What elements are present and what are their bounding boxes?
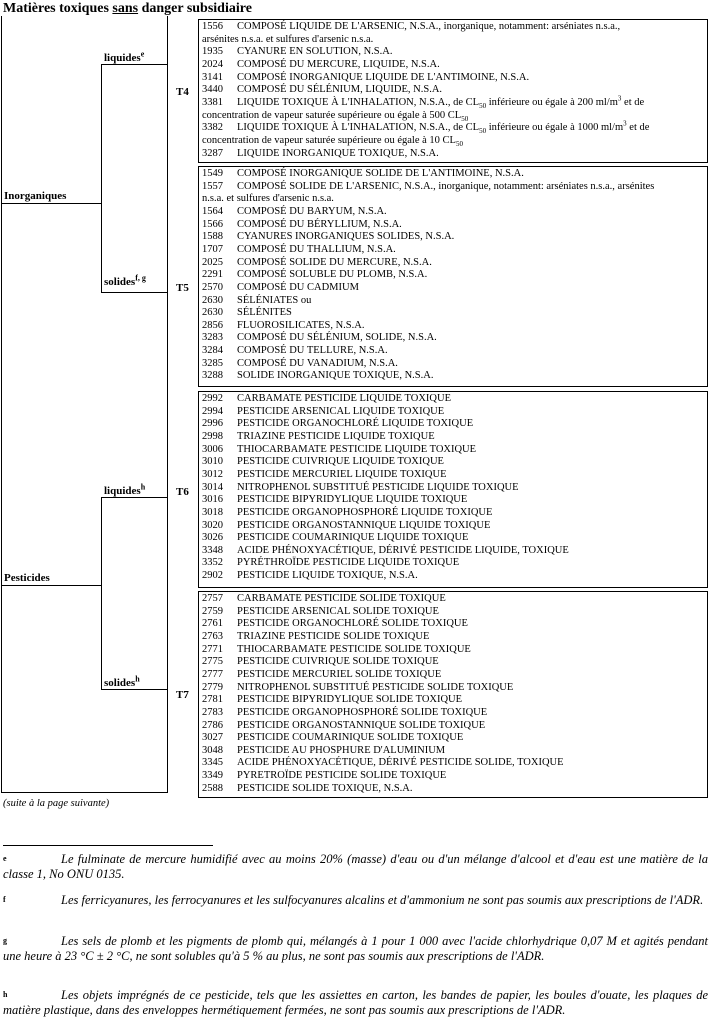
continued-note: (suite à la page suivante) [3,798,110,809]
table-row [202,618,468,631]
substance-name: PESTICIDE BIPYRIDYLIQUE SOLIDE TOXIQUE [237,694,463,706]
table-row [202,631,429,644]
table-row [202,570,418,583]
substance-name: COMPOSÉ SOLIDE DU MERCURE, N.S.A. [237,256,432,268]
un-number: 2630 [202,307,223,319]
table-row [202,507,492,520]
table-row [202,682,513,695]
label-liquides-e: liquides$^e$ [104,49,145,64]
table-row [202,307,292,320]
label-liquides-h: liquides$^h$ [104,482,146,497]
tree-inorg-vertical [101,64,102,293]
un-number: 2781 [202,694,223,706]
table-row [202,469,447,482]
substance-name: THIOCARBAMATE PESTICIDE SOLIDE TOXIQUE [237,643,471,655]
substance-name: PESTICIDE ARSENICAL LIQUIDE TOXIQUE [237,405,445,417]
table-row [202,593,446,606]
table-row [202,181,654,194]
table-row [202,745,445,758]
substance-name: FLUOROSILICATES, N.S.A. [237,319,365,331]
un-number: 3016 [202,494,223,506]
group-box-t7 [198,591,708,798]
substance-name: LIQUIDE TOXIQUE À L'INHALATION, N.S.A., de $CL_{50}$ inférieure ou égale à 1000 $ml/m^3$ et de [237,119,650,136]
un-number: 3141 [202,71,223,83]
substance-name: SÉLÉNIATES ou [237,294,312,306]
substance-name: PESTICIDE ORGANOPHOSPHORÉ SOLIDE TOXIQUE [237,706,488,718]
un-number: 2771 [202,643,223,655]
label-solides-fg: solides$^{f, g}$ [104,273,146,288]
substance-name: COMPOSÉ DU BARYUM, N.S.A. [237,205,387,217]
tree-branch-inorganiques [1,203,102,204]
table-row [202,206,387,219]
table-row [202,720,485,733]
table-row [202,732,463,745]
table-row [202,320,364,333]
substance-name: PESTICIDE COUMARINIQUE SOLIDE TOXIQUE [237,732,464,744]
substance-name-continuation: concentration de vapeur saturée supérieure ou égale à 10 $CL_{50}$ [202,134,463,148]
un-number: 3027 [202,732,223,744]
un-number: 1556 [202,21,223,32]
table-row [202,557,459,570]
un-number: 2291 [202,269,223,281]
table-row [202,46,392,59]
un-number: 2783 [202,706,223,718]
group-box-t4 [198,19,708,163]
substance-name: PESTICIDE ORGANOSTANNIQUE LIQUIDE TOXIQUE [237,519,491,531]
label-inorganiques: Inorganiques [4,190,67,202]
un-number: 2777 [202,668,223,680]
table-row [202,295,311,308]
substance-name: PESTICIDE COUMARINIQUE LIQUIDE TOXIQUE [237,532,469,544]
substance-name: COMPOSÉ LIQUIDE DE L'ARSENIC, N.S.A., inorganique, notamment: arséniates n.s.a., [237,21,621,32]
un-number: 3345 [202,757,223,769]
table-row [202,783,413,796]
un-number: 1588 [202,231,223,243]
substance-name: COMPOSÉ INORGANIQUE SOLIDE DE L'ANTIMOINE, N.S.A. [237,168,524,179]
table-row [202,545,569,558]
substance-name: NITROPHENOL SUBSTITUÉ PESTICIDE LIQUIDE TOXIQUE [237,481,519,493]
un-number: 3349 [202,770,223,782]
un-number: 2570 [202,281,223,293]
label-pesticides: Pesticides [4,572,50,584]
un-number: 2757 [202,593,223,604]
table-row [202,494,467,507]
un-number: 2994 [202,405,223,417]
footnote-f: f Les ferricyanures, les ferrocyanures et les sulfocyanures alcalins et d'ammonium ne sont pas soumis aux prescriptions de l'ADR. [3,893,704,907]
substance-name: PYRETROÏDE PESTICIDE SOLIDE TOXIQUE [237,770,447,782]
un-number: 2902 [202,570,223,582]
table-row [202,393,451,406]
substance-name-continuation: arsénites n.s.a. et sulfures d'arsenic n.s.a. [202,33,374,45]
substance-name-continuation: n.s.a. et sulfures d'arsenic n.s.a. [202,193,334,205]
un-number: 3348 [202,544,223,556]
un-number: 3006 [202,443,223,455]
table-row [202,707,487,720]
substance-name: CARBAMATE PESTICIDE SOLIDE TOXIQUE [237,593,446,604]
table-row [202,231,454,244]
un-number: 3288 [202,370,223,382]
table-row [202,418,473,431]
substance-name: ACIDE PHÉNOXYACÉTIQUE, DÉRIVÉ PESTICIDE LIQUIDE, TOXIQUE [237,544,569,556]
table-row [202,757,564,770]
un-number: 2763 [202,630,223,642]
substance-name: PESTICIDE ORGANOCHLORÉ LIQUIDE TOXIQUE [237,418,474,430]
un-number: 3283 [202,332,223,344]
substance-name: TRIAZINE PESTICIDE SOLIDE TOXIQUE [237,630,430,642]
table-row [202,644,471,657]
substance-name: COMPOSÉ SOLIDE DE L'ARSENIC, N.S.A., inorganique, notamment: arséniates n.s.a., arsénites [237,180,655,192]
table-row [202,72,529,85]
un-number: 1566 [202,218,223,230]
un-number: 2630 [202,294,223,306]
group-box-t6 [198,391,708,588]
un-number: 2996 [202,418,223,430]
tree-pest-vertical [101,497,102,690]
table-row [202,257,432,270]
table-row [202,358,398,371]
substance-name: LIQUIDE INORGANIQUE TOXIQUE, N.S.A. [237,147,439,159]
substance-name: PESTICIDE ORGANOSTANNIQUE SOLIDE TOXIQUE [237,719,486,731]
un-number: 3440 [202,84,223,96]
un-number: 3010 [202,456,223,468]
table-row [202,345,388,358]
un-number: 2779 [202,681,223,693]
substance-name: SOLIDE INORGANIQUE TOXIQUE, N.S.A. [237,370,434,382]
substance-name: TRIAZINE PESTICIDE LIQUIDE TOXIQUE [237,430,435,442]
un-number: 1707 [202,243,223,255]
table-row [202,770,446,783]
substance-name: PESTICIDE CUIVRIQUE LIQUIDE TOXIQUE [237,456,444,468]
tree-branch-pesticides [1,585,102,586]
table-row [202,520,490,533]
table-row [202,669,441,682]
substance-name: COMPOSÉ DU CADMIUM [237,281,359,293]
substance-name: PESTICIDE MERCURIEL LIQUIDE TOXIQUE [237,468,447,480]
un-number: 3285 [202,357,223,369]
tree-bottom-line [1,792,168,793]
table-row [202,406,444,419]
table-row [202,282,359,295]
un-number: 2759 [202,605,223,617]
tree-root-line [1,16,2,792]
un-number: 1564 [202,205,223,217]
un-number: 2024 [202,58,223,70]
un-number: 3284 [202,345,223,357]
table-row [202,21,620,34]
substance-name: PYRÉTHROÏDE PESTICIDE LIQUIDE TOXIQUE [237,557,460,569]
un-number: 2025 [202,256,223,268]
substance-name: CYANURES INORGANIQUES SOLIDES, N.S.A. [237,231,455,243]
un-number: 3382 [202,122,223,134]
un-number: 3048 [202,744,223,756]
label-solides-h: solides$^h$ [104,674,140,689]
tree-inorg-solides [101,292,168,293]
code-t7: T7 [176,689,189,701]
substance-name: PESTICIDE BIPYRIDYLIQUE LIQUIDE TOXIQUE [237,494,468,506]
table-row [202,84,442,97]
substance-name: COMPOSÉ DU TELLURE, N.S.A. [237,345,388,357]
un-number: 2992 [202,393,223,404]
tree-pest-liquides [101,497,168,498]
un-number: 2998 [202,430,223,442]
substance-name: NITROPHENOL SUBSTITUÉ PESTICIDE SOLIDE TOXIQUE [237,681,514,693]
group-box-t5 [198,166,708,387]
substance-name: CARBAMATE PESTICIDE LIQUIDE TOXIQUE [237,393,451,404]
un-number: 2588 [202,782,223,794]
un-number: 3020 [202,519,223,531]
table-row [202,606,439,619]
page-title: Matières toxiques sans danger subsidiaire [3,1,252,16]
tree-right-line [167,16,168,792]
substance-name: PESTICIDE ORGANOPHOSPHORÉ LIQUIDE TOXIQUE [237,506,493,518]
substance-name: PESTICIDE MERCURIEL SOLIDE TOXIQUE [237,668,442,680]
un-number: 3012 [202,468,223,480]
tree-pest-solides [101,689,168,690]
substance-name: COMPOSÉ DU THALLIUM, N.S.A. [237,243,396,255]
un-number: 2775 [202,656,223,668]
un-number: 1935 [202,46,223,58]
footnote-e: e Le fulminate de mercure humidifié avec au moins 20% (masse) d'eau ou d'un mélange d'alcool et d'eau est une matière de la classe 1, No ONU 0135. [3,852,708,881]
substance-name: PESTICIDE ORGANOCHLORÉ SOLIDE TOXIQUE [237,618,468,630]
un-number: 3026 [202,532,223,544]
substance-name: COMPOSÉ DU VANADIUM, N.S.A. [237,357,398,369]
table-row [202,456,444,469]
un-number: 3018 [202,506,223,518]
tree-inorg-liquides [101,64,168,65]
substance-name: ACIDE PHÉNOXYACÉTIQUE, DÉRIVÉ PESTICIDE SOLIDE, TOXIQUE [237,757,564,769]
footnote-h: h Les objets imprégnés de ce pesticide, tels que les assiettes en carton, les bandes de papier, les boules d'ouate, les plaques de matière plastique, dans des enveloppes hermétiquement fermées, ne sont pas soumis aux prescriptions de l'ADR. [3,988,708,1017]
table-row [202,370,433,383]
table-row [202,59,440,72]
table-row [202,332,437,345]
un-number: 3381 [202,96,223,108]
un-number: 3014 [202,481,223,493]
table-row [202,219,402,232]
substance-name: PESTICIDE AU PHOSPHURE D'ALUMINIUM [237,744,446,756]
substance-name: PESTICIDE ARSENICAL SOLIDE TOXIQUE [237,605,439,617]
substance-name: CYANURE EN SOLUTION, N.S.A. [237,46,393,58]
un-number: 3352 [202,557,223,569]
un-number: 2786 [202,719,223,731]
un-number: 3287 [202,147,223,159]
substance-name-continuation: concentration de vapeur saturée supérieure ou égale à 500 $CL_{50}$ [202,109,469,123]
substance-name: COMPOSÉ INORGANIQUE LIQUIDE DE L'ANTIMOINE, N.S.A. [237,71,530,83]
substance-name: LIQUIDE TOXIQUE À L'INHALATION, N.S.A., de $CL_{50}$ inférieure ou égale à 200 $ml/m^3$ et de [237,94,645,110]
table-row [202,694,462,707]
table-row [202,269,427,282]
substance-name: PESTICIDE LIQUIDE TOXIQUE, N.S.A. [237,570,418,582]
substance-name: PESTICIDE CUIVRIQUE SOLIDE TOXIQUE [237,656,439,668]
table-row [202,148,439,161]
table-row [202,482,519,495]
substance-name: SÉLÉNITES [237,307,292,319]
substance-name: THIOCARBAMATE PESTICIDE LIQUIDE TOXIQUE [237,443,477,455]
table-row [202,444,476,457]
un-number: 1549 [202,168,223,179]
un-number: 2761 [202,618,223,630]
code-t5: T5 [176,282,189,294]
table-row [202,431,435,444]
substance-name: COMPOSÉ DU SÉLÉNIUM, SOLIDE, N.S.A. [237,332,437,344]
substance-name: COMPOSÉ SOLUBLE DU PLOMB, N.S.A. [237,269,428,281]
substance-name: COMPOSÉ DU MERCURE, LIQUIDE, N.S.A. [237,58,440,70]
substance-name: COMPOSÉ DU BÉRYLLIUM, N.S.A. [237,218,402,230]
table-row [202,244,396,257]
table-row [202,168,524,181]
footnote-separator [3,845,213,846]
un-number: 1557 [202,180,223,192]
un-number: 2856 [202,319,223,331]
substance-name: PESTICIDE SOLIDE TOXIQUE, N.S.A. [237,782,413,794]
footnote-g: g Les sels de plomb et les pigments de plomb qui, mélangés à 1 pour 1 000 avec l'acide chlorhydrique 0,07 M et agités pendant une heure à 23 °C ± 2 °C, ne sont solubles qu'à 5 % au plus, ne sont pas soumis aux prescriptions de l'ADR. [3,934,708,963]
table-row [202,532,468,545]
code-t4: T4 [176,86,189,98]
table-row [202,656,439,669]
substance-name: COMPOSÉ DU SÉLÉNIUM, LIQUIDE, N.S.A. [237,84,443,96]
code-t6: T6 [176,486,189,498]
